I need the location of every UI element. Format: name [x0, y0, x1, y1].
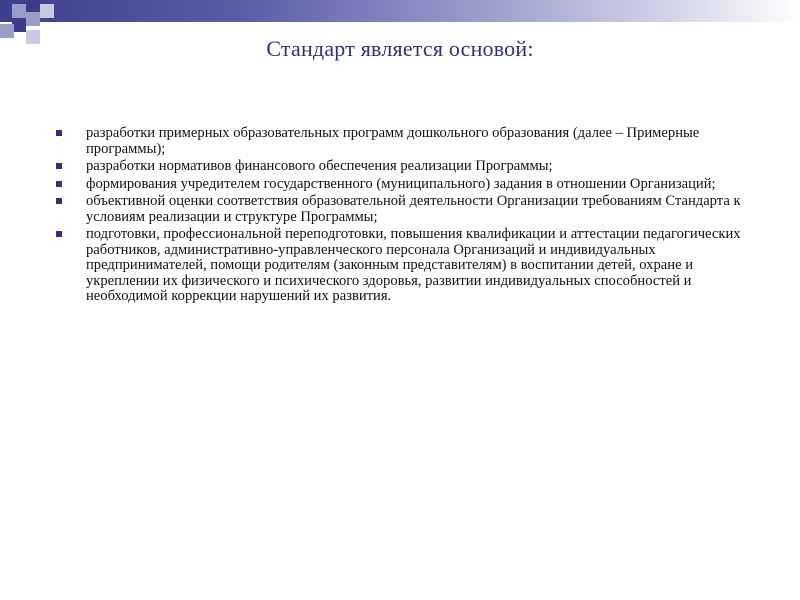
- list-item: [56, 177, 766, 193]
- list-item: [56, 159, 766, 175]
- square-bullet-icon: [56, 231, 62, 237]
- list-item-text: формирования учредителем государственного (муниципального) задания в отношении Организаций;: [86, 175, 716, 192]
- decorative-square-icon: [40, 4, 54, 18]
- list-item-text: разработки примерных образовательных программ дошкольного образования (далее – Примерные программы);: [86, 125, 700, 157]
- decorative-square-icon: [12, 18, 26, 32]
- square-bullet-icon: [56, 163, 62, 169]
- square-bullet-icon: [56, 181, 62, 187]
- slide-title: Стандарт является основой:: [266, 36, 534, 61]
- square-bullet-icon: [56, 130, 62, 136]
- decorative-square-icon: [12, 4, 26, 18]
- list-item-text: подготовки, профессиональной переподготовки, повышения квалификации и аттестации педагогических работников, административно-управленческого персонала Организаций и индивидуальных предпринимателей, помощи родителям (законным представителям) в воспитании детей, охране и укреплении их физического и психического здоровья, развитии индивидуальных способностей и необходимой коррекции нарушений их развития.: [86, 226, 741, 304]
- list-item: [56, 194, 766, 225]
- decorative-square-icon: [26, 0, 40, 12]
- bullet-list: [56, 126, 766, 307]
- list-item: [56, 126, 766, 157]
- top-gradient-band: [0, 0, 800, 22]
- list-item: [56, 227, 766, 305]
- decorative-square-icon: [26, 12, 40, 26]
- list-item-text: объективной оценки соответствия образовательной деятельности Организации требованиям Стандарта к условиям реализации и структуре Программы;: [86, 193, 741, 225]
- square-bullet-icon: [56, 198, 62, 204]
- list-item-text: разработки нормативов финансового обеспечения реализации Программы;: [86, 158, 553, 174]
